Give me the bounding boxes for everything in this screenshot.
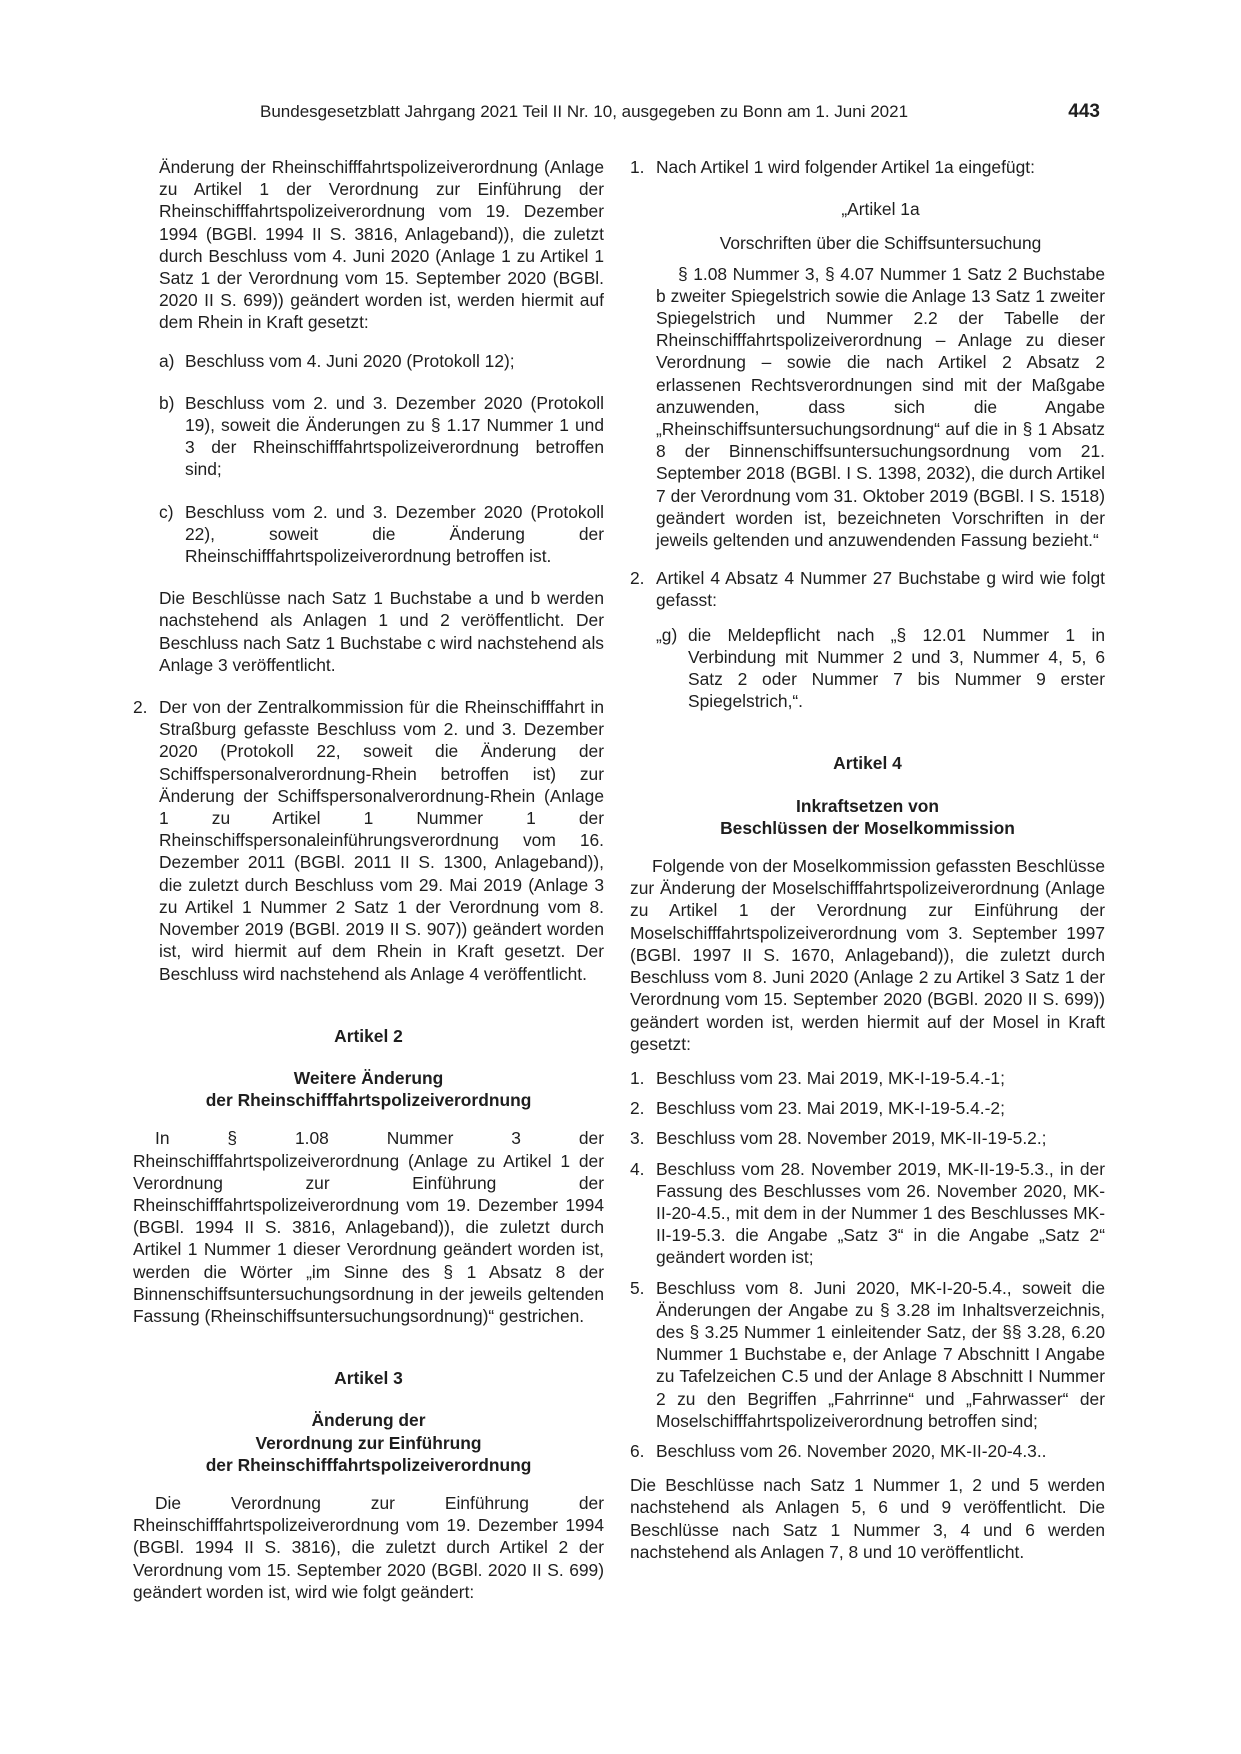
point-number: 2. — [133, 697, 148, 718]
numbered-point-2 — [630, 567, 1105, 611]
article-3-title-line-1: Änderung der — [311, 1410, 426, 1431]
list-item-text: Beschluss vom 4. Juni 2020 (Protokoll 12); — [185, 350, 515, 371]
list-item-text: Beschluss vom 8. Juni 2020, MK-I-20-5.4., soweit die Änderungen der Angabe zu § 3.28 im Inhaltsverzeichnis, des § 3.25 Nummer 1 einleitender Satz, der §§ 3.28, 6.20 Nummer 1 Buchstabe e, der Anlage 7 Abschnitt I Angabe zu Tafelzeichen C.5 und der Anlage 8 Abschnitt I Nummer 2 zu den Begriffen „Fahrrinne“ und „Fahrwasser“ der Moselschifffahrtspolizeiverordnung betroffen sind; — [656, 1277, 1105, 1431]
list-marker: 3. — [630, 1128, 645, 1149]
list-marker: 5. — [630, 1277, 645, 1298]
list-marker: b) — [159, 392, 175, 413]
article-3-title-line-3: der Rheinschifffahrtspolizeiverordnung — [205, 1454, 532, 1475]
article-2-title-line-1: Weitere Änderung — [293, 1067, 444, 1088]
article-4-title-line-1: Inkraftsetzen von — [795, 795, 940, 816]
left-intro-paragraph: Änderung der Rheinschifffahrtspolizeiverordnung (Anlage zu Artikel 1 der Verordnung zur Einführung der Rheinschifffahrtspolizeiverordnung vom 19. Dezember 1994 (BGBl. 1994 II S. 3816, Anlageband)), die zuletzt durch Beschluss vom 4. Juni 2020 (Anlage 1 zu Artikel 1 Satz 1 der Verordnung vom 15. September 2020 (BGBl. 2020 II S. 699)) geändert worden ist, werden hiermit auf dem Rhein in Kraft gesetzt: — [159, 157, 604, 333]
running-header — [260, 100, 1100, 124]
subpoint-g — [630, 624, 1105, 713]
point-number: 2. — [630, 568, 645, 589]
article-1a-title: Vorschriften über die Schiffsuntersuchung — [719, 233, 1042, 254]
list-item — [630, 1440, 1105, 1462]
list-item — [159, 350, 604, 372]
list-item-text: Beschluss vom 2. und 3. Dezember 2020 (Protokoll 19), soweit die Änderungen zu § 1.17 Nummer 1 und 3 der Rheinschifffahrtspolizeiverordnung betroffen sind; — [185, 392, 604, 480]
article-2-text: In § 1.08 Nummer 3 der Rheinschifffahrtspolizeiverordnung (Anlage zu Artikel 1 der Verordnung zur Einführung der Rheinschifffahrtspolizeiverordnung vom 19. Dezember 1994 (BGBl. 1994 II S. 3816, Anlageband)), die zuletzt durch Artikel 1 Nummer 1 dieser Verordnung geändert worden ist, werden die Wörter „im Sinne des § 1 Absatz 8 der Binnenschiffsuntersuchungsordnung in der jeweils geltenden Fassung (Rheinschiffsuntersuchungsordnung)“ gestrichen. — [133, 1128, 604, 1326]
list-marker: 4. — [630, 1158, 645, 1179]
article-4-title-line-2: Beschlüssen der Moselkommission — [720, 817, 1015, 838]
right-column — [630, 156, 1105, 1563]
article-2-heading: Artikel 2 — [334, 1025, 403, 1046]
article-3-heading: Artikel 3 — [334, 1368, 403, 1389]
list-item — [630, 1097, 1105, 1119]
list-item — [630, 1067, 1105, 1089]
list-marker: 1. — [630, 1067, 645, 1088]
list-item — [630, 1158, 1105, 1269]
list-item — [159, 501, 604, 568]
list-item-text: Beschluss vom 23. Mai 2019, MK-I-19-5.4.-1; — [656, 1067, 1005, 1088]
subpoint-text: die Meldepflicht nach „§ 12.01 Nummer 1 in Verbindung mit Nummer 2 und 3, Nummer 4, 5, 6 Satz 2 oder Nummer 7 bis Nummer 9 erster Spiegelstrich,“. — [688, 624, 1105, 712]
right-closing-paragraph: Die Beschlüsse nach Satz 1 Nummer 1, 2 und 5 werden nachstehend als Anlagen 5, 6 und 9 veröffentlicht. Die Beschlüsse nach Satz 1 Nummer 3, 4 und 6 werden nachstehend als Anlagen 7, 8 und 10 veröffentlicht. — [630, 1475, 1105, 1562]
list-item — [159, 392, 604, 481]
subpoint-marker: „g) — [656, 624, 678, 645]
list-item-text: Beschluss vom 2. und 3. Dezember 2020 (Protokoll 22), soweit die Änderung der Rheinschifffahrtspolizeiverordnung betroffen ist. — [185, 501, 604, 567]
numbered-point-2 — [133, 696, 604, 985]
left-column — [133, 156, 604, 1603]
point-text: Nach Artikel 1 wird folgender Artikel 1a eingefügt: — [656, 157, 1035, 177]
list-marker: a) — [159, 350, 175, 371]
list-item — [630, 1127, 1105, 1149]
point-number: 1. — [630, 157, 645, 177]
point-text: Der von der Zentralkommission für die Rheinschifffahrt in Straßburg gefasste Beschluss vom 2. und 3. Dezember 2020 (Protokoll 22, soweit die Änderung der Schiffspersonalverordnung-Rhein betroffen ist) zur Änderung der Schiffspersonalverordnung-Rhein (Anlage 1 zu Artikel 1 Nummer 1 der Rheinschiffspersonaleinführungsverordnung vom 16. Dezember 2011 (BGBl. 2011 II S. 1300, Anlageband)), die zuletzt durch Beschluss vom 29. Mai 2019 (Anlage 3 zu Artikel 1 Nummer 2 Satz 1 der Verordnung vom 8. November 2019 (BGBl. 2019 II S. 907)) geändert worden ist, wird hiermit auf dem Rhein in Kraft gesetzt. Der Beschluss wird nachstehend als Anlage 4 veröffentlicht. — [159, 697, 604, 984]
article-3-text: Die Verordnung zur Einführung der Rheinschifffahrtspolizeiverordnung vom 19. Dezember 1994 (BGBl. 1994 II S. 3816), die zuletzt durch Artikel 2 der Verordnung vom 15. September 2020 (BGBl. 2020 II S. 699) geändert worden ist, wird wie folgt geändert: — [133, 1492, 604, 1602]
list-item-text: Beschluss vom 28. November 2019, MK-II-19-5.3., in der Fassung des Beschlusses vom 26. November 2020, MK-II-20-4.5., mit dem in der Nummer 1 des Beschlusses MK-II-19-5.3. die Angabe „Satz 3“ in die Angabe „Satz 2“ geändert worden ist; — [656, 1158, 1105, 1268]
article-4-heading: Artikel 4 — [833, 753, 902, 774]
list-marker: 2. — [630, 1098, 645, 1119]
article-4-text: Folgende von der Moselkommission gefassten Beschlüsse zur Änderung der Moselschifffahrtspolizeiverordnung (Anlage zu Artikel 1 der Verordnung zur Einführung der Moselschifffahrtspolizeiverordnung vom 3. September 1997 (BGBl. 1997 II S. 1670, Anlageband)), die zuletzt durch Beschluss vom 8. Juni 2020 (Anlage 2 zu Artikel 3 Satz 1 der Verordnung vom 15. September 2020 (BGBl. 2020 II S. 699)) geändert worden ist, werden hiermit auf der Mosel in Kraft gesetzt: — [630, 856, 1105, 1054]
running-title: Bundesgesetzblatt Jahrgang 2021 Teil II Nr. 10, ausgegeben zu Bonn am 1. Juni 2021 — [260, 102, 909, 121]
list-item — [630, 1277, 1105, 1432]
article-2-title-line-2: der Rheinschifffahrtspolizeiverordnung — [205, 1090, 532, 1111]
list-item-text: Beschluss vom 23. Mai 2019, MK-I-19-5.4.-2; — [656, 1098, 1005, 1119]
list-item-text: Beschluss vom 26. November 2020, MK-II-20-4.3.. — [656, 1440, 1047, 1461]
list-marker: c) — [159, 501, 174, 522]
list-marker: 6. — [630, 1440, 645, 1461]
numbered-point-1 — [630, 156, 1105, 178]
list-item-text: Beschluss vom 28. November 2019, MK-II-19-5.2.; — [656, 1128, 1047, 1149]
article-1a-text: § 1.08 Nummer 3, § 4.07 Nummer 1 Satz 2 Buchstabe b zweiter Spiegelstrich sowie die Anlage 13 Satz 1 zweiter Spiegelstrich und Nummer 2.2 der Tabelle der Rheinschifffahrtspolizeiverordnung – Anlage zu dieser Verordnung – sowie die nach Artikel 2 Absatz 2 erlassenen Rechtsverordnungen sind mit der Maßgabe anzuwenden, dass sich die Angabe „Rheinschiffsuntersuchungsordnung“ auf die in § 1 Absatz 8 der Binnenschiffsuntersuchungsordnung vom 21. September 2018 (BGBl. I S. 1398, 2032), die durch Artikel 7 der Verordnung vom 31. Oktober 2019 (BGBl. I S. 1518) geändert worden ist, bezeichneten Vorschriften in der jeweils geltenden und anzuwendenden Fassung bezieht.“ — [656, 263, 1105, 551]
left-after-items-paragraph: Die Beschlüsse nach Satz 1 Buchstabe a und b werden nachstehend als Anlagen 1 und 2 veröffentlicht. Der Beschluss nach Satz 1 Buchstabe c wird nachstehend als Anlage 3 veröffentlicht. — [159, 588, 604, 675]
article-1a-heading: „Artikel 1a — [841, 199, 920, 220]
article-3-title-line-2: Verordnung zur Einführung — [255, 1432, 482, 1453]
page-number: 443 — [1068, 101, 1100, 122]
point-text: Artikel 4 Absatz 4 Nummer 27 Buchstabe g wird wie folgt gefasst: — [656, 568, 1105, 611]
